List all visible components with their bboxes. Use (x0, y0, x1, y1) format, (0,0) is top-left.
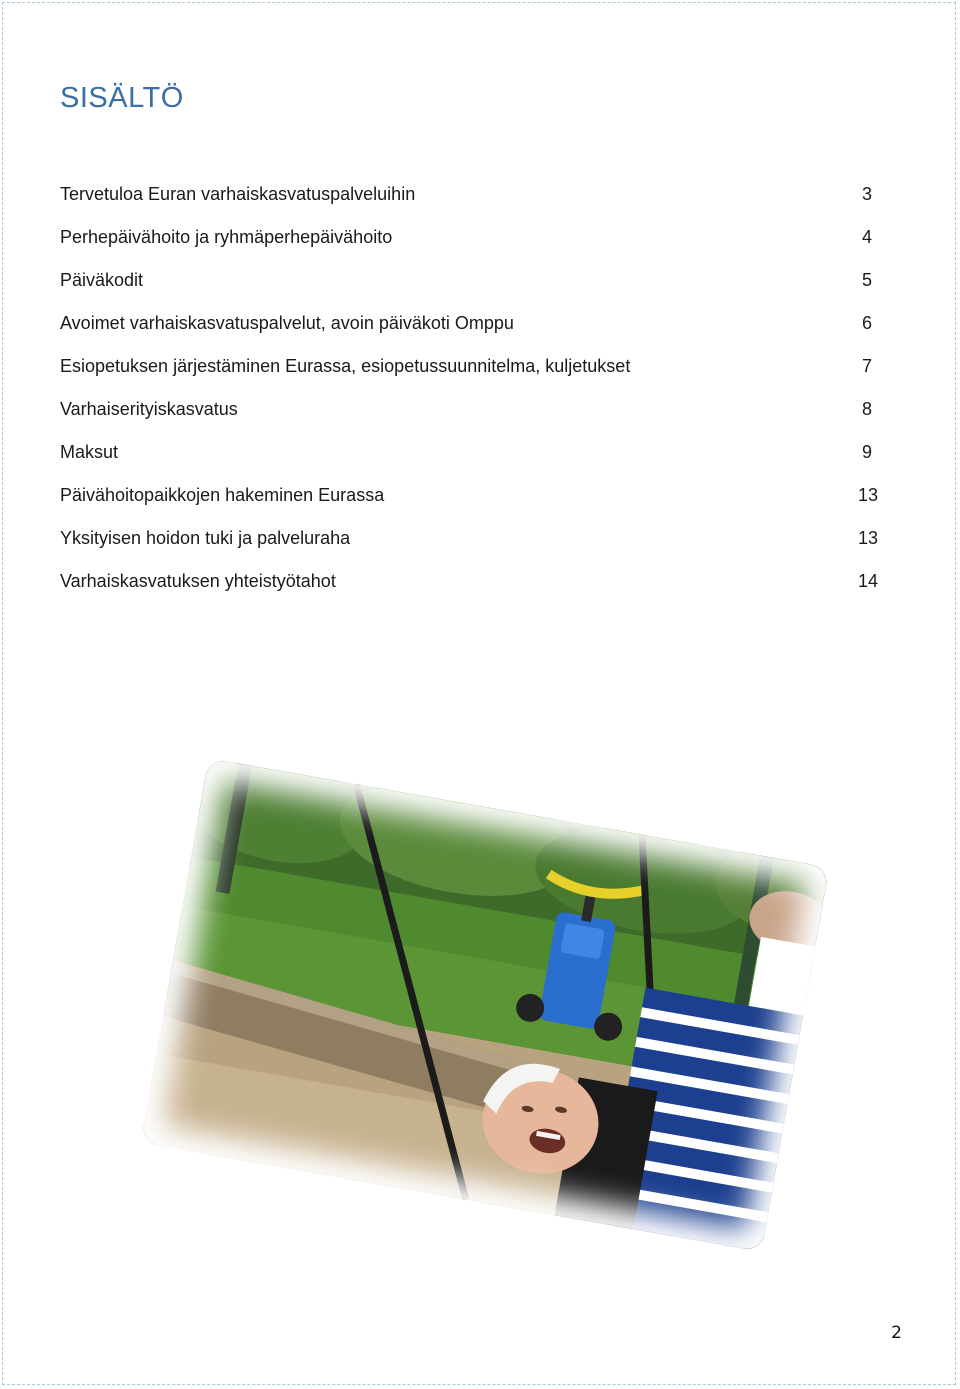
page-title: SISÄLTÖ (60, 82, 184, 114)
toc-entry[interactable] (60, 398, 878, 441)
toc-entry-page: 4 (861, 227, 872, 247)
toc-entry[interactable] (60, 226, 878, 269)
toc-entry[interactable] (60, 312, 878, 355)
toc-entry-page: 7 (861, 356, 872, 376)
toc-entry-page: 6 (861, 313, 872, 333)
toc-entry-title: Yksityisen hoidon tuki ja palveluraha (60, 528, 351, 548)
toc-entry-title: Päiväkodit (60, 270, 144, 290)
toc-entry-title: Varhaiskasvatuksen yhteistyötahot (60, 571, 336, 591)
toc-entry-title: Varhaiserityiskasvatus (60, 399, 238, 419)
toc-entry-title: Tervetuloa Euran varhaiskasvatuspalveluihin (60, 184, 416, 204)
toc-entry-title: Maksut (60, 442, 119, 462)
toc-entry-page: 8 (861, 399, 872, 419)
toc-entry-page: 3 (861, 184, 872, 204)
toc-entry-page: 13 (857, 485, 878, 505)
toc-entry[interactable] (60, 183, 878, 226)
toc-entry-page: 13 (857, 528, 878, 548)
toc-entry[interactable] (60, 484, 878, 527)
photo-illustration (141, 758, 829, 1251)
toc-entry[interactable] (60, 527, 878, 570)
toc-entry[interactable] (60, 355, 878, 398)
toc-entry[interactable] (60, 269, 878, 312)
page-number: 2 (891, 1323, 902, 1343)
toc-entry-page: 14 (857, 571, 878, 591)
toc-entry-page: 5 (861, 270, 872, 290)
toc-entry[interactable] (60, 570, 878, 613)
toc-entry-title: Avoimet varhaiskasvatuspalvelut, avoin päiväkoti Omppu (60, 313, 514, 333)
photo-frame (141, 758, 829, 1251)
toc-entry-title: Perhepäivähoito ja ryhmäperhepäivähoito (60, 227, 393, 247)
toc-entry-title: Esiopetuksen järjestäminen Eurassa, esiopetussuunnitelma, kuljetukset (60, 356, 631, 376)
toc-entry[interactable] (60, 441, 878, 484)
table-of-contents (60, 183, 878, 613)
playground-photo (150, 790, 820, 1280)
toc-entry-title: Päivähoitopaikkojen hakeminen Eurassa (60, 485, 385, 505)
toc-entry-page: 9 (861, 442, 872, 462)
